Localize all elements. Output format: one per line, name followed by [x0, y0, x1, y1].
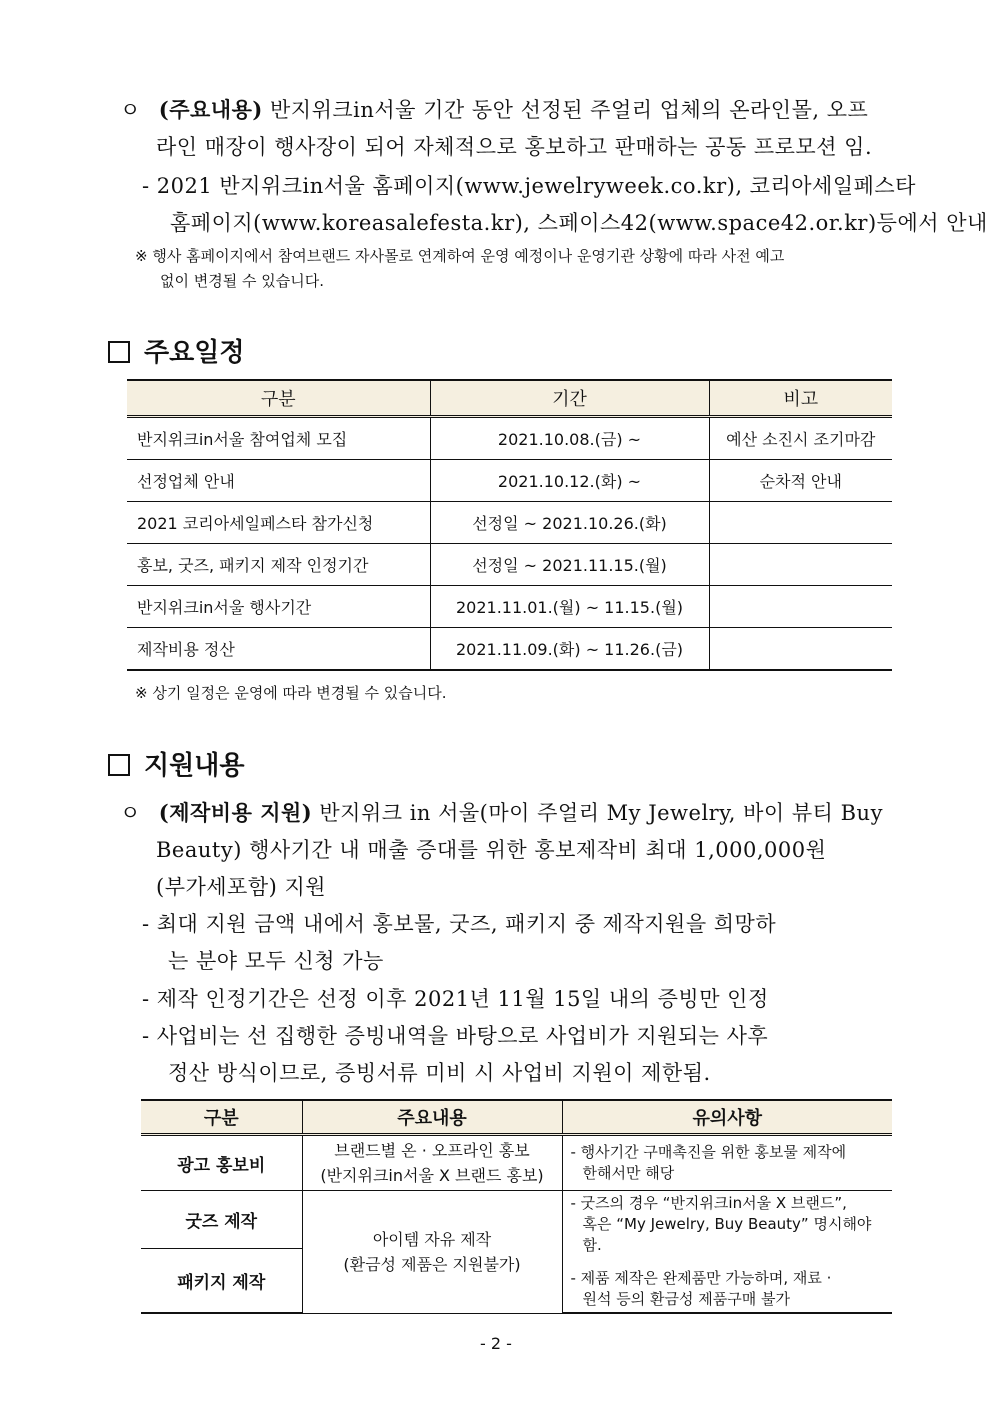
- intro-line-2: 라인 매장이 행사장이 되어 자체적으로 홍보하고 판매하는 공동 프로모션 임.: [156, 135, 873, 159]
- content-shared: [302, 1191, 562, 1314]
- support-label: (제작비용 지원): [158, 800, 313, 825]
- intro-line-1: [120, 94, 868, 124]
- category-goods: 굿즈 제작: [141, 1191, 302, 1249]
- intro-dash-1: - 2021 반지위크in서울 홈페이지(www.jewelryweek.co.kr), 코리아세일페스타: [142, 174, 916, 198]
- notes-package-line-1: - 제품 제작은 완제품만 가능하며, 재료 ·: [570, 1269, 832, 1287]
- notes-ad-line-1: - 행사기간 구매촉진을 위한 홍보물 제작에: [570, 1143, 847, 1161]
- support-line-1: [120, 797, 883, 827]
- content-ad-line-1: 브랜드별 온 · 오프라인 홍보: [334, 1141, 530, 1160]
- checkbox-square-icon: [108, 341, 130, 363]
- row-note: 순차적 안내: [709, 460, 892, 502]
- table-row: [127, 417, 892, 460]
- header-notes: 유의사항: [562, 1100, 892, 1135]
- schedule-heading: [108, 332, 244, 369]
- support-line-2: Beauty) 행사기간 내 매출 증대를 위한 홍보제작비 최대 1,000,000원: [156, 838, 827, 862]
- bullet: ㅇ: [120, 98, 141, 122]
- table-row: [141, 1135, 892, 1191]
- checkbox-square-icon: [108, 754, 130, 776]
- bullet: ㅇ: [120, 801, 141, 825]
- header-content: 주요내용: [302, 1100, 562, 1135]
- row-item: 2021 코리아세일페스타 참가신청: [127, 502, 430, 544]
- row-note: [709, 586, 892, 628]
- table-row: [127, 502, 892, 544]
- row-period: 선정일 ~ 2021.10.26.(화): [430, 502, 709, 544]
- content-shared-line-2: (환금성 제품은 지원불가): [343, 1254, 521, 1274]
- support-dash-3a: - 사업비는 선 집행한 증빙내역을 바탕으로 사업비가 지원되는 사후: [142, 1024, 769, 1048]
- content-ad: [302, 1135, 562, 1191]
- notes-ad: [562, 1135, 892, 1191]
- row-period: 2021.10.12.(화) ~: [430, 460, 709, 502]
- notes-goods-line-1: - 굿즈의 경우 “반지위크in서울 X 브랜드”,: [570, 1194, 847, 1212]
- table-row: [127, 586, 892, 628]
- schedule-footnote: ※ 상기 일정은 운영에 따라 변경될 수 있습니다.: [135, 684, 447, 702]
- table-header-row: [127, 380, 892, 417]
- header-category: 구분: [141, 1100, 302, 1135]
- intro-dash-2: 홈페이지(www.koreasalefesta.kr), 스페이스42(www.space42.or.kr)등에서 안내: [170, 211, 988, 235]
- support-heading: [108, 745, 244, 782]
- intro-note-1: ※ 행사 홈페이지에서 참여브랜드 자사몰로 연계하여 운영 예정이나 운영기관 상황에 따라 사전 예고: [135, 247, 785, 265]
- support-heading-text: 지원내용: [144, 751, 245, 781]
- header-remarks: 비고: [709, 380, 892, 417]
- row-item: 선정업체 안내: [127, 460, 430, 502]
- support-table: [141, 1099, 892, 1314]
- support-text-1: 반지위크 in 서울(마이 주얼리 My Jewelry, 바이 뷰티 Buy: [312, 801, 883, 825]
- schedule-heading-text: 주요일정: [144, 338, 245, 368]
- table-header-row: [141, 1100, 892, 1135]
- header-period: 기간: [430, 380, 709, 417]
- header-category: 구분: [127, 380, 430, 417]
- row-period: 2021.11.01.(월) ~ 11.15.(월): [430, 586, 709, 628]
- row-note: [709, 502, 892, 544]
- notes-goods-line-2: 혹은 “My Jewelry, Buy Beauty” 명시해야 함.: [582, 1215, 872, 1254]
- row-period: 선정일 ~ 2021.11.15.(월): [430, 544, 709, 586]
- row-item: 홍보, 굿즈, 패키지 제작 인정기간: [127, 544, 430, 586]
- row-note: [709, 544, 892, 586]
- support-dash-2: - 제작 인정기간은 선정 이후 2021년 11월 15일 내의 증빙만 인정: [142, 987, 769, 1011]
- support-line-3: (부가세포함) 지원: [156, 875, 327, 899]
- row-item: 반지위크in서울 행사기간: [127, 586, 430, 628]
- row-item: 제작비용 정산: [127, 628, 430, 671]
- support-dash-1b: 는 분야 모두 신청 가능: [168, 949, 384, 973]
- table-row: [127, 460, 892, 502]
- intro-text-1: 반지위크in서울 기간 동안 선정된 주얼리 업체의 온라인몰, 오프: [262, 98, 869, 122]
- row-period: 2021.11.09.(화) ~ 11.26.(금): [430, 628, 709, 671]
- row-item: 반지위크in서울 참여업체 모집: [127, 417, 430, 460]
- intro-label: (주요내용): [158, 97, 263, 122]
- schedule-table: [127, 379, 892, 671]
- category-ad: 광고 홍보비: [141, 1135, 302, 1191]
- row-note: [709, 628, 892, 671]
- support-dash-3b: 정산 방식이므로, 증빙서류 미비 시 사업비 지원이 제한됨.: [168, 1061, 711, 1085]
- notes-goods-package: [562, 1191, 892, 1314]
- support-dash-1a: - 최대 지원 금액 내에서 홍보물, 굿즈, 패키지 중 제작지원을 희망하: [142, 912, 777, 936]
- table-row: [141, 1191, 892, 1249]
- notes-package-line-2: 원석 등의 환금성 제품구매 불가: [582, 1290, 790, 1308]
- row-note: 예산 소진시 조기마감: [709, 417, 892, 460]
- category-package: 패키지 제작: [141, 1248, 302, 1313]
- table-row: [127, 544, 892, 586]
- content-ad-line-2: (반지위크in서울 X 브랜드 홍보): [320, 1166, 544, 1185]
- page-number: - 2 -: [480, 1334, 512, 1353]
- table-row: [127, 628, 892, 671]
- notes-ad-line-2: 한해서만 해당: [582, 1164, 675, 1182]
- content-shared-line-1: 아이템 자유 제작: [372, 1229, 492, 1249]
- intro-note-2: 없이 변경될 수 있습니다.: [160, 272, 324, 290]
- row-period: 2021.10.08.(금) ~: [430, 417, 709, 460]
